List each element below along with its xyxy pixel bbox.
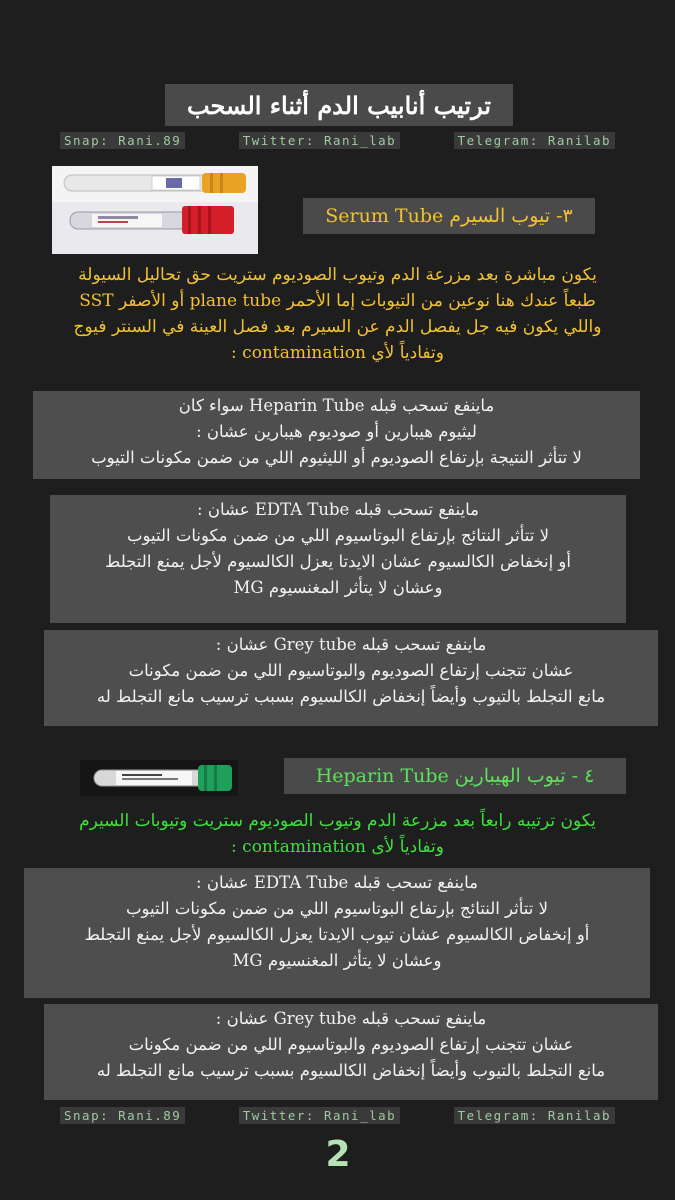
box-line: لا تتأثر النتائج بإرتفاع البوتاسيوم اللي من ضمن مكونات التيوب [125,899,548,918]
serum-intro-line: وتفادياً لأي contamination : [231,343,444,363]
box-line: عشان تتجنب إرتفاع الصوديوم والبوتاسيوم اللي من ضمن مكونات [128,661,574,680]
box-line: ليثيوم هيبارين أو صوديوم هيبارين عشان : [196,422,477,441]
heparin-intro [10,808,665,860]
credit-telegram: Telegram: Ranilab [454,132,615,149]
serum-tube-header: ٣- تيوب السيرم Serum Tube [303,198,595,234]
serum-tubes-photo-icon [52,166,258,254]
heparin-edta-box [24,868,650,998]
box-line: وعشان لا يتأثر المغنسيوم MG [233,578,443,597]
heparin-intro-line: وتفادياً لأى contamination : [231,837,444,857]
heparin-tube-header: ٤ - تيوب الهيبارين Heparin Tube [284,758,626,794]
credit-twitter: Twitter: Rani_lab [239,132,400,149]
serum-intro-line: طبعاً عندك هنا نوعين من التيوبات إما الأحمر plane tube أو الأصفر SST [79,291,596,311]
heparin-grey-box [44,1004,658,1100]
serum-edta-box [50,495,626,623]
box-line: أو إنخفاض الكالسيوم عشان الايدتا يعزل الكالسيوم لأجل يمنع التجلط [105,552,571,571]
serum-heparin-box [33,391,640,479]
box-line: ماينفع تسحب قبله Grey tube عشان : [215,1009,487,1028]
heparin-intro-line: يكون ترتيبه رابعاً بعد مزرعة الدم وتيوب الصوديوم ستريت وتيوبات السيرم [79,811,596,831]
credit-telegram: Telegram: Ranilab [454,1107,615,1124]
box-line: ماينفع تسحب قبله Heparin Tube سواء كان [178,396,495,415]
serum-intro [10,262,665,366]
box-line: مانع التجلط بالتيوب وأيضاً إنخفاض الكالسيوم بسبب ترسيب مانع التجلط له [96,687,606,706]
credit-twitter: Twitter: Rani_lab [239,1107,400,1124]
box-line: لا تتأثر النتائج بإرتفاع البوتاسيوم اللي من ضمن مكونات التيوب [126,526,549,545]
box-line: ماينفع تسحب قبله EDTA Tube عشان : [196,873,478,892]
box-line: لا تتأثر النتيجة بإرتفاع الصوديوم أو الليثيوم اللي من ضمن مكونات التيوب [91,448,582,467]
page-number: 2 [325,1134,351,1175]
heparin-tube-photo-icon [80,760,238,796]
box-line: ماينفع تسحب قبله Grey tube عشان : [215,635,487,654]
credit-snap: Snap: Rani.89 [60,132,185,149]
serum-intro-line: يكون مباشرة بعد مزرعة الدم وتيوب الصوديوم ستريت حق تحاليل السيولة [78,265,597,285]
box-line: عشان تتجنب إرتفاع الصوديوم والبوتاسيوم اللي من ضمن مكونات [128,1035,574,1054]
credits-bottom [60,1104,615,1126]
box-line: مانع التجلط بالتيوب وأيضاً إنخفاض الكالسيوم بسبب ترسيب مانع التجلط له [96,1061,606,1080]
box-line: أو إنخفاض الكالسيوم عشان تيوب الايدتا يعزل الكالسيوم لأجل يمنع التجلط [84,925,590,944]
serum-intro-line: واللي يكون فيه جل يفصل الدم عن السيرم بعد فصل العينة في السنتر فيوج [73,317,602,337]
page-title: ترتيب أنابيب الدم أثناء السحب [165,84,513,126]
credits-top [60,129,615,151]
serum-grey-box [44,630,658,726]
box-line: ماينفع تسحب قبله EDTA Tube عشان : [197,500,479,519]
box-line: وعشان لا يتأثر المغنسيوم MG [232,951,442,970]
credit-snap: Snap: Rani.89 [60,1107,185,1124]
